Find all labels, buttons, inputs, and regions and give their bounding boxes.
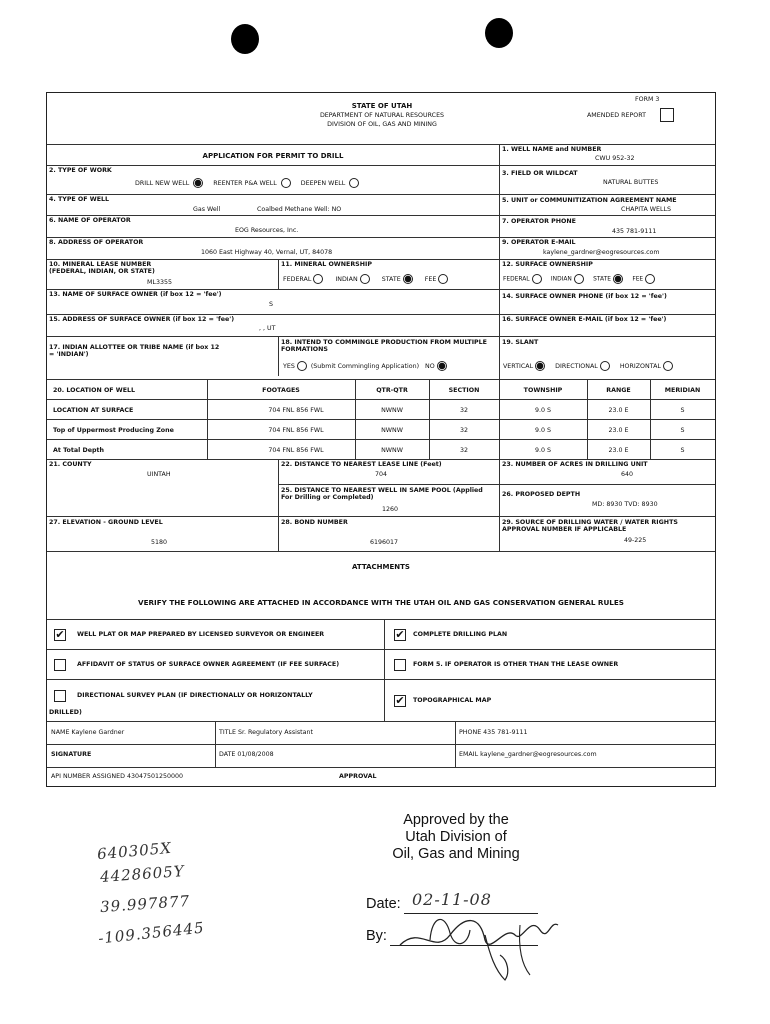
surface-state-label: STATE <box>593 276 611 283</box>
row-surface-section: 32 <box>459 407 468 414</box>
county-value: UINTAH <box>147 471 171 478</box>
operator-address-value: 1060 East Highway 40, Vernal, UT, 84078 <box>201 249 333 256</box>
mineral-fee-radio[interactable] <box>438 274 448 284</box>
sig-phone: PHONE 435 781-9111 <box>459 729 528 736</box>
surface-federal-label: FEDERAL <box>503 276 530 283</box>
state-title: STATE OF UTAH <box>351 102 413 110</box>
operator-name-label: 6. NAME OF OPERATOR <box>49 217 131 224</box>
row-top-zone-label: Top of Uppermost Producing Zone <box>53 427 174 434</box>
attachment-checkbox-6[interactable]: ✔ <box>395 694 405 707</box>
approval-stamp-line3: Oil, Gas and Mining <box>392 846 520 862</box>
slant-options <box>503 361 673 371</box>
section-header: SECTION <box>448 387 480 394</box>
deepen-label: DEEPEN WELL <box>300 180 346 187</box>
county-label: 21. COUNTY <box>49 461 92 468</box>
sig-email: EMAIL kaylene_gardner@eogresources.com <box>459 751 597 758</box>
footages-header: FOOTAGES <box>262 387 300 394</box>
mineral-federal-label: FEDERAL <box>283 276 312 283</box>
type-of-work-label: 2. TYPE OF WORK <box>49 167 112 174</box>
surface-fee-label: FEE <box>632 276 644 283</box>
surface-owner-email-label: 16. SURFACE OWNER E-MAIL (if box 12 = 'fee') <box>502 316 667 323</box>
attachment-checkbox-2[interactable]: ✔ <box>395 628 405 641</box>
operator-name-value: EOG Resources, Inc. <box>235 227 299 234</box>
attachment-label-5-cont: DRILLED) <box>49 709 82 716</box>
api-number: API NUMBER ASSIGNED 43047501250000 <box>51 773 184 780</box>
surface-owner-name-value: S <box>269 301 273 308</box>
operator-address-label: 8. ADDRESS OF OPERATOR <box>49 239 144 246</box>
row-surface-qtr: NWNW <box>381 407 403 414</box>
surface-indian-label: INDIAN <box>550 276 572 283</box>
slant-vertical-radio[interactable] <box>535 361 545 371</box>
township-header: TOWNSHIP <box>523 387 563 394</box>
commingle-label: 18. INTEND TO COMMINGLE PRODUCTION FROM MULTIPLE FORMATIONS <box>281 339 487 354</box>
row-total-depth-footages: 704 FNL 856 FWL <box>268 447 324 454</box>
bond-value: 6196017 <box>370 539 399 546</box>
commingle-no-label: NO <box>425 363 435 370</box>
form-label: FORM 3 <box>635 96 660 103</box>
surface-owner-phone-label: 14. SURFACE OWNER PHONE (if box 12 = 'fee') <box>502 293 667 300</box>
attachment-checkbox-3[interactable] <box>54 659 66 671</box>
type-of-work-options <box>135 178 359 188</box>
depth-value: MD: 8930 TVD: 8930 <box>592 501 658 508</box>
row-top-zone-range: 23.0 E <box>608 427 629 434</box>
attachments-title: ATTACHMENTS <box>352 563 410 571</box>
amended-report-checkbox[interactable] <box>660 108 674 122</box>
deepen-radio[interactable] <box>349 178 359 188</box>
attachment-label-4: FORM 5. IF OPERATOR IS OTHER THAN THE LEASE OWNER <box>413 661 619 668</box>
sig-date: DATE 01/08/2008 <box>219 751 274 758</box>
row-total-depth-township: 9.0 S <box>534 447 551 454</box>
water-value: 49-225 <box>624 537 647 544</box>
department-title: DEPARTMENT OF NATURAL RESOURCES <box>319 112 445 119</box>
coalbed-value: Coalbed Methane Well: NO <box>257 206 342 213</box>
surface-owner-address-value: , , UT <box>259 325 276 332</box>
surface-owner-name-label: 13. NAME OF SURFACE OWNER (if box 12 = 'fee') <box>49 291 222 298</box>
drill-new-well-radio[interactable] <box>193 178 203 188</box>
surface-fee-radio[interactable] <box>645 274 655 284</box>
attachment-label-6: TOPOGRAPHICAL MAP <box>413 697 492 704</box>
depth-label: 26. PROPOSED DEPTH <box>502 491 581 498</box>
mineral-federal-radio[interactable] <box>313 274 323 284</box>
amended-report-label: AMENDED REPORT <box>587 112 646 119</box>
row-surface-label: LOCATION AT SURFACE <box>53 407 134 414</box>
sig-title: TITLE Sr. Regulatory Assistant <box>219 729 313 736</box>
mineral-indian-radio[interactable] <box>360 274 370 284</box>
operator-phone-label: 7. OPERATOR PHONE <box>502 218 576 225</box>
slant-directional-label: DIRECTIONAL <box>555 363 598 370</box>
approval-stamp-line2: Utah Division of <box>405 829 507 845</box>
commingle-yes-radio[interactable] <box>297 361 307 371</box>
handwritten-northing: 4428605Y <box>99 862 186 886</box>
row-total-depth-section: 32 <box>459 447 468 454</box>
well-name-value: CWU 952-32 <box>595 155 635 162</box>
commingle-note: (Submit Commingling Application) <box>310 363 420 370</box>
distance-well-value: 1260 <box>382 506 399 513</box>
row-surface-range: 23.0 E <box>608 407 629 414</box>
acres-value: 640 <box>621 471 634 478</box>
attachments-verify: VERIFY THE FOLLOWING ARE ATTACHED IN ACCORDANCE WITH THE UTAH OIL AND GAS CONSERVATION GENERAL RULES <box>138 598 624 607</box>
range-header: RANGE <box>606 387 631 394</box>
slant-horizontal-radio[interactable] <box>663 361 673 371</box>
field-value: NATURAL BUTTES <box>603 179 659 186</box>
drill-new-well-label: DRILL NEW WELL <box>135 180 190 187</box>
mineral-fee-label: FEE <box>424 276 437 283</box>
distance-well-label: 25. DISTANCE TO NEAREST WELL IN SAME POOL (Applied For Drilling or Completed) <box>281 487 483 502</box>
row-top-zone-footages: 704 FNL 856 FWL <box>268 427 324 434</box>
row-surface-township: 9.0 S <box>534 407 551 414</box>
distance-lease-value: 704 <box>375 471 388 478</box>
elevation-label: 27. ELEVATION - GROUND LEVEL <box>49 519 163 526</box>
indian-allottee-label: 17. INDIAN ALLOTTEE OR TRIBE NAME (if box 12 = 'INDIAN') <box>49 344 220 359</box>
mineral-lease-label: 10. MINERAL LEASE NUMBER (FEDERAL, INDIAN, OR STATE) <box>49 261 155 276</box>
attachment-label-1: WELL PLAT OR MAP PREPARED BY LICENSED SURVEYOR OR ENGINEER <box>77 631 325 638</box>
handwritten-easting: 640305X <box>96 838 173 864</box>
operator-email-value: kaylene_gardner@eogresources.com <box>543 249 660 256</box>
type-of-well-value: Gas Well <box>193 206 221 213</box>
approver-signature <box>390 895 570 985</box>
mineral-ownership-options <box>283 274 448 284</box>
mineral-state-label: STATE <box>381 276 401 283</box>
attachment-checkbox-5[interactable] <box>54 690 66 702</box>
commingle-yes-label: YES <box>283 363 295 370</box>
location-header-label: 20. LOCATION OF WELL <box>53 387 136 394</box>
distance-lease-label: 22. DISTANCE TO NEAREST LEASE LINE (Feet) <box>281 461 442 468</box>
mineral-indian-label: INDIAN <box>335 276 358 283</box>
handwritten-latitude: 39.997877 <box>99 891 191 917</box>
well-name-label: 1. WELL NAME and NUMBER <box>502 146 602 153</box>
sig-signature-label: SIGNATURE <box>51 751 92 758</box>
punch-hole-left <box>231 24 259 54</box>
attachment-checkbox-1[interactable]: ✔ <box>55 628 65 641</box>
row-total-depth-range: 23.0 E <box>608 447 629 454</box>
row-total-depth-qtr: NWNW <box>381 447 403 454</box>
slant-horizontal-label: HORIZONTAL <box>619 363 661 370</box>
operator-phone-value: 435 781-9111 <box>612 228 657 235</box>
surface-federal-radio[interactable] <box>532 274 542 284</box>
division-title: DIVISION OF OIL, GAS AND MINING <box>327 121 437 128</box>
field-label: 3. FIELD OR WILDCAT <box>502 170 578 177</box>
row-top-zone-section: 32 <box>459 427 468 434</box>
commingle-options <box>283 361 447 371</box>
attachment-label-5: DIRECTIONAL SURVEY PLAN (IF DIRECTIONALLY OR HORIZONTALLY <box>77 692 313 699</box>
stamp-by-label: By: <box>366 928 387 944</box>
attachment-label-2: COMPLETE DRILLING PLAN <box>413 631 508 638</box>
acres-label: 23. NUMBER OF ACRES IN DRILLING UNIT <box>502 461 648 468</box>
unit-agreement-value: CHAPITA WELLS <box>621 206 671 213</box>
surface-state-radio[interactable] <box>613 274 623 284</box>
reenter-radio[interactable] <box>281 178 291 188</box>
approval-stamp-line1: Approved by the <box>403 812 509 828</box>
row-surface-footages: 704 FNL 856 FWL <box>268 407 324 414</box>
application-title: APPLICATION FOR PERMIT TO DRILL <box>202 152 344 160</box>
row-surface-meridian: S <box>680 407 685 414</box>
stamp-date-label: Date: <box>366 896 401 912</box>
approval-label: APPROVAL <box>339 773 377 780</box>
mineral-lease-value: ML3355 <box>147 279 172 286</box>
row-top-zone-qtr: NWNW <box>381 427 403 434</box>
water-label: 29. SOURCE OF DRILLING WATER / WATER RIGHTS APPROVAL NUMBER IF APPLICABLE <box>502 519 678 534</box>
mineral-state-radio[interactable] <box>403 274 413 284</box>
slant-label: 19. SLANT <box>502 339 539 346</box>
row-top-zone-meridian: S <box>680 427 685 434</box>
operator-email-label: 9. OPERATOR E-MAIL <box>502 239 576 246</box>
type-of-well-label: 4. TYPE OF WELL <box>49 196 110 203</box>
slant-directional-radio[interactable] <box>600 361 610 371</box>
surface-ownership-options <box>503 274 655 284</box>
attachment-checkbox-4[interactable] <box>394 659 406 671</box>
application-form <box>46 92 716 787</box>
surface-ownership-label: 12. SURFACE OWNERSHIP <box>502 261 593 268</box>
mineral-ownership-label: 11. MINERAL OWNERSHIP <box>281 261 372 268</box>
attachment-label-3: AFFIDAVIT OF STATUS OF SURFACE OWNER AGREEMENT (IF FEE SURFACE) <box>77 661 340 668</box>
reenter-label: REENTER P&A WELL <box>213 180 277 187</box>
slant-vertical-label: VERTICAL <box>503 363 534 370</box>
row-top-zone-township: 9.0 S <box>534 427 551 434</box>
stamp-date-handwritten: 02-11-08 <box>412 890 492 909</box>
sig-name: NAME Kaylene Gardner <box>51 729 125 736</box>
commingle-no-radio[interactable] <box>437 361 447 371</box>
surface-owner-address-label: 15. ADDRESS OF SURFACE OWNER (if box 12 = 'fee') <box>49 316 235 323</box>
unit-agreement-label: 5. UNIT or COMMUNITIZATION AGREEMENT NAME <box>502 197 677 204</box>
qtr-qtr-header: QTR-QTR <box>376 387 408 394</box>
handwritten-longitude: -109.356445 <box>97 918 206 948</box>
row-total-depth-meridian: S <box>680 447 685 454</box>
bond-label: 28. BOND NUMBER <box>281 519 348 526</box>
row-total-depth-label: At Total Depth <box>53 447 104 454</box>
surface-indian-radio[interactable] <box>574 274 584 284</box>
punch-hole-right <box>485 18 513 48</box>
meridian-header: MERIDIAN <box>664 387 701 394</box>
elevation-value: 5180 <box>151 539 168 546</box>
